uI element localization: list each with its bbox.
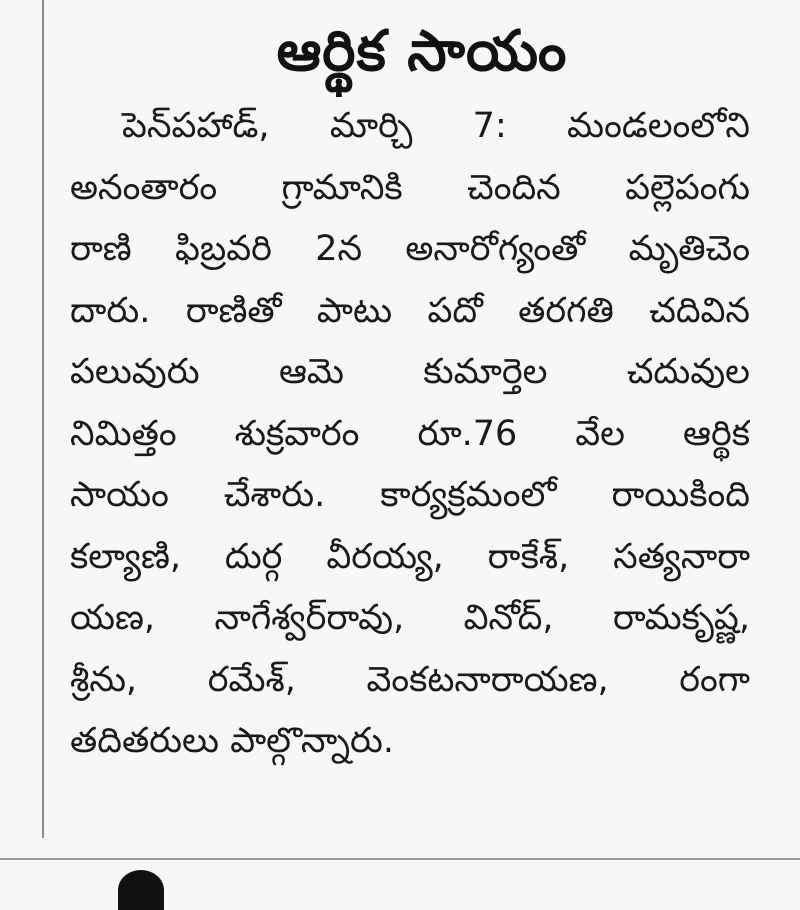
article-line: నిమిత్తం శుక్రవారం రూ.76 వేల ఆర్థిక bbox=[70, 413, 750, 454]
article-body bbox=[70, 96, 750, 773]
column-rule bbox=[42, 0, 44, 838]
article-line: దారు. రాణితో పాటు పదో తరగతి చదివిన bbox=[70, 290, 750, 331]
article-line: శ్రీను, రమేశ్, వెంకటనారాయణ, రంగా bbox=[70, 659, 750, 700]
article-line: అనంతారం గ్రామానికి చెందిన పల్లెపంగు bbox=[70, 167, 750, 208]
next-article-fragment bbox=[118, 870, 164, 910]
article-line: కల్యాణి, దుర్గ వీరయ్య, రాకేశ్, సత్యనారా bbox=[70, 536, 750, 577]
section-divider bbox=[0, 858, 800, 860]
article-headline: ఆర్థిక సాయం bbox=[276, 19, 568, 84]
article-line: పలువురు ఆమె కుమార్తెల చదువుల bbox=[70, 352, 750, 392]
article-line: యణ, నాగేశ్వర్‌రావు, వినోద్, రామకృష్ణ, bbox=[70, 598, 750, 638]
article-line: రాణి ఫిబ్రవరి 2న అనారోగ్యంతో మృతిచెం bbox=[70, 229, 750, 269]
article-line: సాయం చేశారు. కార్యక్రమంలో రాయికింది bbox=[70, 475, 750, 515]
article-line: తదితరులు పాల్గొన్నారు. bbox=[70, 721, 394, 761]
article-line: పెన్‌పహాడ్, మార్చి 7: మండలంలోని bbox=[122, 106, 750, 146]
